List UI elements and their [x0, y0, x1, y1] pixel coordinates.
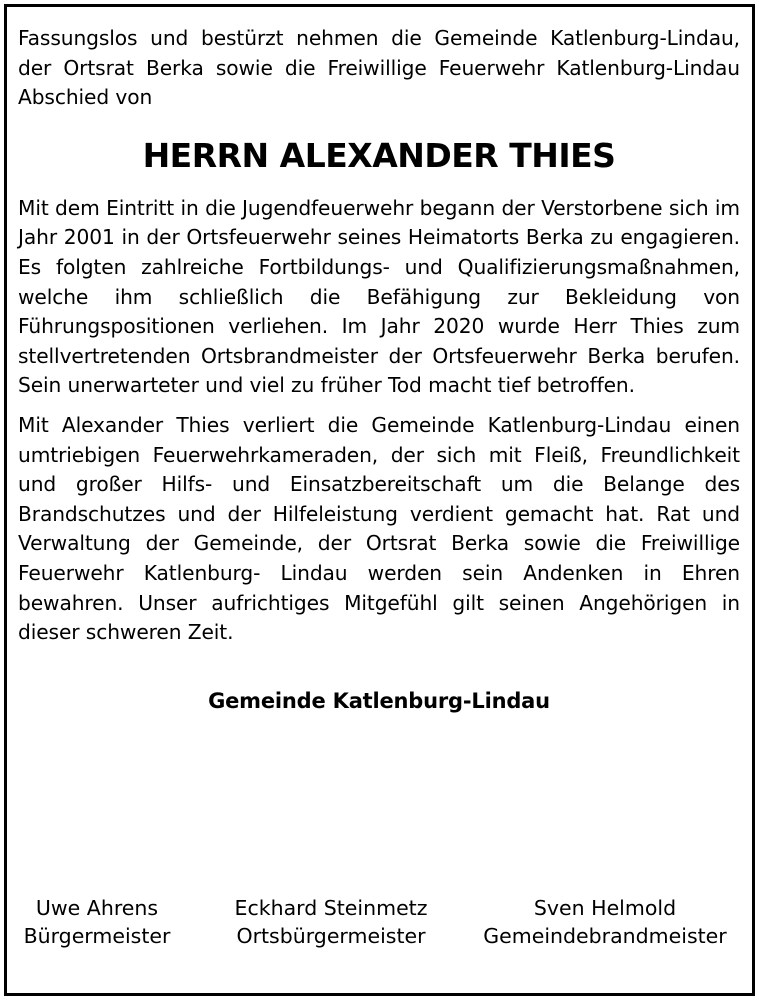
notice-body — [18, 24, 740, 714]
intro-text: Fassungslos und bestürzt nehmen die Gemeinde Katlenburg-Lindau, der Ortsrat Berka sowie die Freiwillige Feuerwehr Katlenburg-Lindau Abschied von — [18, 26, 740, 110]
career-paragraph: Mit dem Eintritt in die Jugendfeuerwehr begann der Verstorbene sich im Jahr 2001 in der Ortsfeuerwehr seines Heimatorts Berka zu engagieren. Es folgten zahlreiche Fortbildungs- und Qualifizierungsmaßnahmen, welche ihm schließlich die Befähigung zur Bekleidung von Führungspositionen verliehen. Im Jahr 2020 wurde Herr Thies zum stellvertretenden Ortsbrandmeister der Ortsfeuerwehr Berka berufen. Sein unerwarteter und viel zu früher Tod macht tief betroffen. — [18, 195, 740, 398]
organization-name: Gemeinde Katlenburg-Lindau — [208, 688, 550, 713]
signer-local-mayor — [210, 894, 452, 950]
signer-name: Sven Helmold — [533, 896, 677, 920]
signer-fire-chief — [462, 894, 748, 950]
signer-mayor — [12, 894, 182, 950]
signer-title: Bürgermeister — [23, 924, 171, 948]
signer-name: Uwe Ahrens — [35, 896, 159, 920]
signature-block — [12, 894, 747, 954]
signer-name: Eckhard Steinmetz — [234, 896, 428, 920]
signer-title: Gemeindebrandmeister — [483, 924, 727, 948]
deceased-name-heading: HERRN ALEXANDER THIES — [142, 135, 616, 175]
signer-title: Ortsbürgermeister — [236, 924, 426, 948]
tribute-paragraph: Mit Alexander Thies verliert die Gemeinde Katlenburg-Lindau einen umtriebigen Feuerwehrkameraden, der sich mit Fleiß, Freundlichkeit und großer Hilfs- und Einsatzbereitschaft um die Belange des Brandschutzes und der Hilfeleistung verdient gemacht hat. Rat und Verwaltung der Gemeinde, der Ortsrat Berka sowie die Freiwillige Feuerwehr Katlenburg- Lindau werden sein Andenken in Ehren bewahren. Unser aufrichtiges Mitgefühl gilt seinen Angehörigen in dieser schweren Zeit. — [18, 412, 740, 645]
